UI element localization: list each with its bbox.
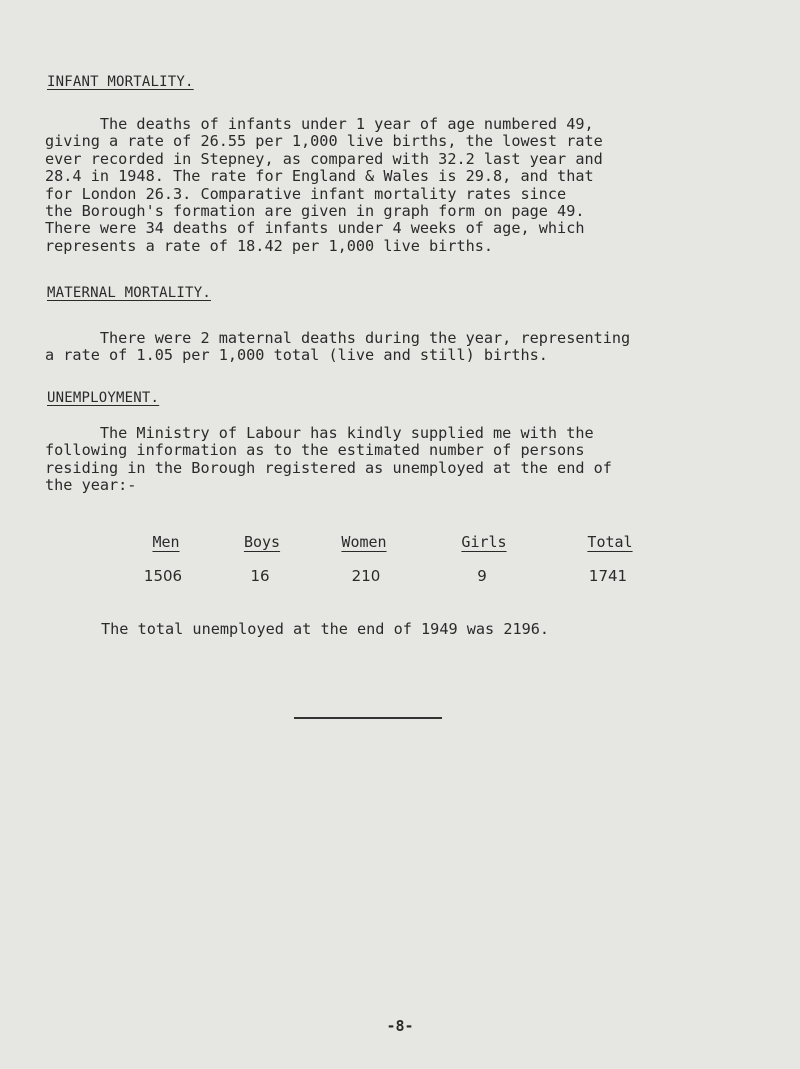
table-header-men: Men xyxy=(152,533,180,551)
unemployment-heading: UNEMPLOYMENT. xyxy=(47,390,160,406)
page-number: -8- xyxy=(386,1017,414,1035)
table-value-men: 1506 xyxy=(143,567,183,585)
section-divider xyxy=(294,717,442,719)
table-header-boys: Boys xyxy=(243,533,281,551)
table-value-girls: 9 xyxy=(477,567,487,585)
table-header-total: Total xyxy=(587,533,633,551)
infant-mortality-heading: INFANT MORTALITY. xyxy=(47,74,194,90)
table-value-total: 1741 xyxy=(588,567,628,585)
unemployment-table xyxy=(0,533,800,603)
table-value-women: 210 xyxy=(351,567,381,585)
table-header-girls: Girls xyxy=(461,533,507,551)
infant-mortality-paragraph: The deaths of infants under 1 year of age numbered 49, giving a rate of 26.55 per 1,000 live births, the lowest rate ever recorded in Stepney, as compared with 32.2 last year and 28.4 in 1948. The rate for England & Wales is 29.8, and that for London 26.3. Comparative infant mortality rates since the Borough's formation are given in graph form on page 49. There were 34 deaths of infants under 4 weeks of age, which represents a rate of 18.42 per 1,000 live births. xyxy=(45,115,603,255)
maternal-mortality-heading: MATERNAL MORTALITY. xyxy=(47,285,211,301)
table-header-women: Women xyxy=(341,533,387,551)
unemployment-paragraph: The Ministry of Labour has kindly supplied me with the following information as to the estimated number of persons residing in the Borough registered as unemployed at the end of the year:- xyxy=(45,424,612,495)
table-value-boys: 16 xyxy=(250,567,270,585)
unemployment-total-note: The total unemployed at the end of 1949 was 2196. xyxy=(101,620,550,638)
maternal-mortality-paragraph: There were 2 maternal deaths during the year, representing a rate of 1.05 per 1,000 total (live and still) births. xyxy=(45,329,631,365)
